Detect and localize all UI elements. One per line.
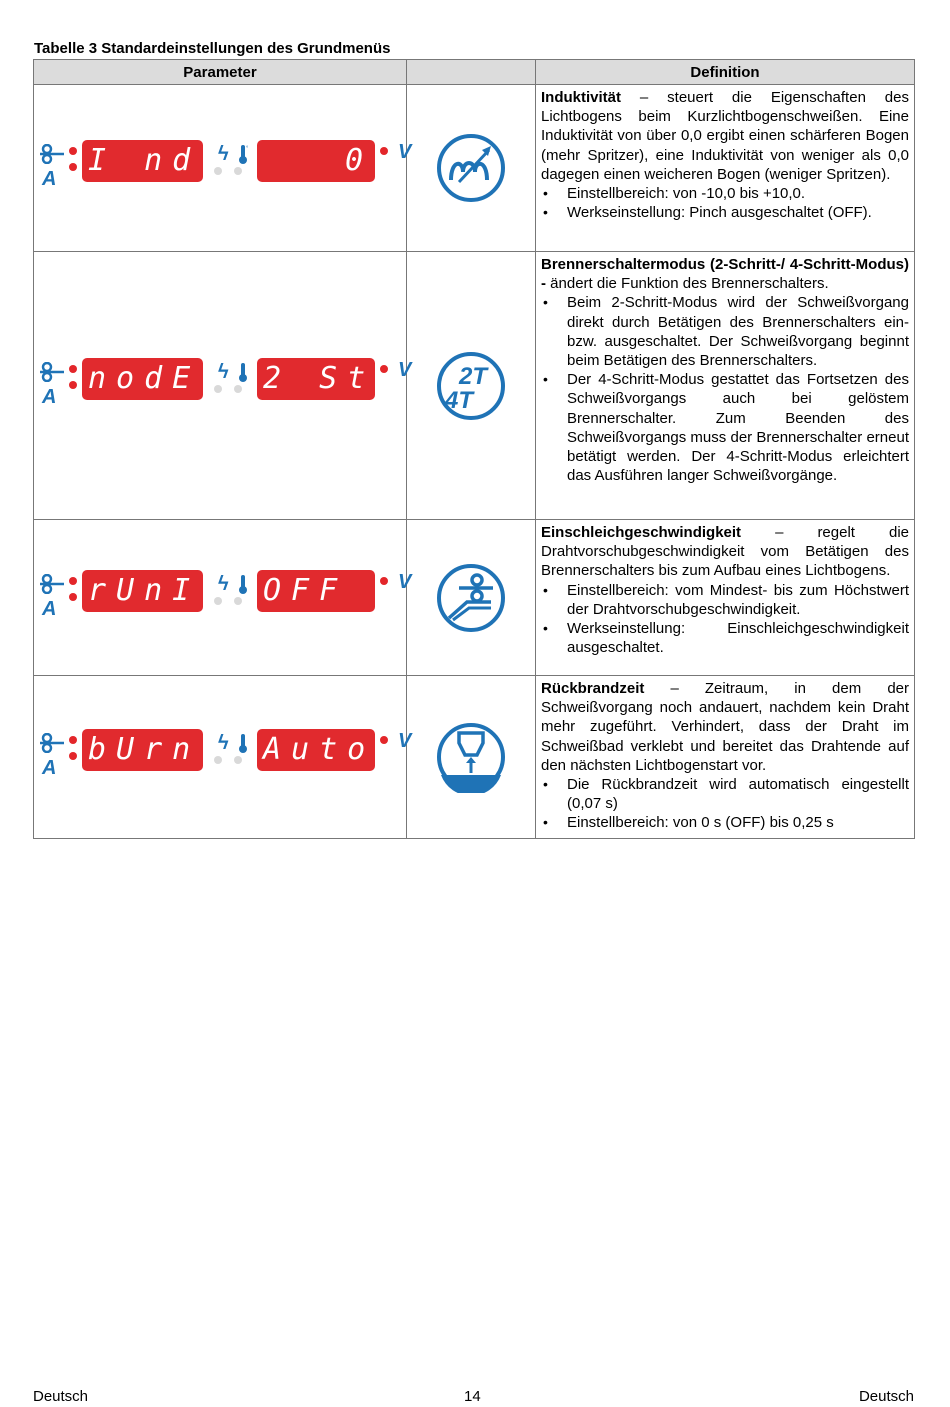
amp-label: A xyxy=(42,757,57,779)
run-in-speed-icon xyxy=(435,562,507,634)
display-panel xyxy=(38,727,412,787)
right-led-display: OFF xyxy=(257,570,375,612)
inductance-icon xyxy=(435,132,507,204)
right-led-display: 0 xyxy=(257,140,375,182)
parameter-icon-cell xyxy=(407,85,536,252)
indicator-dot xyxy=(69,593,77,601)
parameter-display-cell xyxy=(34,520,412,676)
arc-icon: ϟ xyxy=(218,572,229,595)
indicator-dot xyxy=(69,381,77,389)
wire-feed-icon xyxy=(40,362,64,382)
display-panel xyxy=(38,356,412,416)
header-definition: Definition xyxy=(536,60,915,85)
status-dot xyxy=(234,167,242,175)
bullet-item: • Der 4-Schritt-Modus gestattet das Fortsetzen des Schweißvorgangs auch bei gelöstem Brennerschalter. Zum Beenden des Schweißvorgangs muss der Brennerschalter erneut betätigt werden. Der 4-Schritt-Modus erleichtert das Ausführen langer Schweißvorgänge. xyxy=(567,370,909,485)
svg-text:2T: 2T xyxy=(459,362,488,390)
definition-bullets xyxy=(541,775,909,833)
parameter-icon-cell xyxy=(407,520,536,676)
status-dot xyxy=(234,756,242,764)
left-led-display: rUnI xyxy=(82,570,203,612)
parameter-icon-cell xyxy=(407,252,536,520)
indicator-dot xyxy=(69,147,77,155)
amp-label: A xyxy=(42,385,57,408)
thermometer-icon xyxy=(237,732,251,754)
bullet-item: • Werkseinstellung: Pinch ausgeschaltet (OFF). xyxy=(567,203,909,222)
wire-feed-icon xyxy=(40,144,64,164)
table-row xyxy=(34,252,915,520)
status-dot xyxy=(214,167,222,175)
wire-feed-icon xyxy=(40,574,64,594)
arc-icon: ϟ xyxy=(218,143,229,165)
table-header-row xyxy=(34,60,915,85)
volt-label: V xyxy=(398,730,412,752)
definition-title: Induktivität xyxy=(541,89,622,106)
definition-cell xyxy=(536,85,915,252)
left-led-display: bUrn xyxy=(82,729,203,771)
trigger-2t-4t-icon xyxy=(435,350,507,422)
table-title: Tabelle 3 Standardeinstellungen des Grundmenüs xyxy=(34,40,391,57)
amp-label: A xyxy=(42,597,57,620)
parameter-display-cell xyxy=(34,252,412,520)
left-led-display: nodE xyxy=(82,358,203,400)
footer-right: Deutsch xyxy=(858,1388,914,1405)
footer-left: Deutsch xyxy=(33,1388,89,1405)
table-row xyxy=(34,676,915,839)
header-icon xyxy=(407,60,536,85)
indicator-dot xyxy=(69,163,77,171)
status-dot xyxy=(214,756,222,764)
definition-text: ändert die Funktion des Brennerschalters. xyxy=(546,275,829,293)
page-number: 14 xyxy=(464,1388,481,1405)
bullet-item: • Beim 2-Schritt-Modus wird der Schweißvorgang direkt durch Betätigen des Brennerschalters ein- bzw. ausgeschaltet. Der Schweißvorgang beginnt beim Betätigen des Brennerschalters. xyxy=(567,293,909,370)
arc-icon: ϟ xyxy=(218,360,229,383)
volt-label: V xyxy=(398,141,412,163)
indicator-dot xyxy=(380,577,388,585)
thermometer-icon xyxy=(237,573,251,595)
definition-title: Einschleichgeschwindigkeit xyxy=(541,524,742,541)
bullet-item: • Die Rückbrandzeit wird automatisch eingestellt (0,07 s) xyxy=(567,775,909,813)
definition-title: Rückbrandzeit xyxy=(541,680,645,697)
bullet-item: • Einstellbereich: vom Mindest- bis zum Höchstwert der Drahtvorschubgeschwindigkeit. xyxy=(567,581,909,619)
table-row xyxy=(34,85,915,252)
indicator-dot xyxy=(380,147,388,155)
indicator-dot xyxy=(69,577,77,585)
definition-text: – Zeitraum, in dem der Schweißvorgang noch andauert, nachdem kein Draht mehr zugeführt. Verhindert, dass der Draht im Schweißbad verklebt und bereitet das Drahtende auf den nächsten Lichtbogenstart vor. xyxy=(541,680,909,774)
definition-title: Brennerschaltermodus (2-Schritt-/ 4-Schritt-Modus) - xyxy=(541,256,909,293)
parameter-display-cell xyxy=(34,676,412,839)
definition-bullets xyxy=(541,184,909,222)
definition-text: – regelt die Drahtvorschubgeschwindigkeit vom Betätigen des Brennerschalters bis zum Aufbau eines Lichtbogens. xyxy=(541,524,909,580)
status-dot xyxy=(214,385,222,393)
display-panel xyxy=(38,138,412,198)
svg-text:4T: 4T xyxy=(445,386,474,414)
left-led-display: I nd xyxy=(82,140,203,182)
bullet-item: • Einstellbereich: von -10,0 bis +10,0. xyxy=(567,184,909,203)
thermometer-icon xyxy=(237,143,251,165)
wire-feed-icon xyxy=(40,733,64,753)
status-dot xyxy=(234,385,242,393)
right-led-display: 2 St xyxy=(257,358,375,400)
status-dot xyxy=(234,597,242,605)
svg-text:°: ° xyxy=(246,146,249,152)
definition-cell xyxy=(536,520,915,676)
parameter-display-cell xyxy=(34,85,412,252)
parameter-icon-cell xyxy=(407,676,536,839)
volt-label: V xyxy=(398,570,412,593)
indicator-dot xyxy=(380,365,388,373)
indicator-dot xyxy=(69,736,77,744)
amp-label: A xyxy=(42,168,57,190)
definition-text: – steuert die Eigenschaften des Lichtbogens beim Kurzlichtbogenschweißen. Eine Induktivität von über 0,0 ergibt einen schärferen Bogen (mehr Spritzer), eine Induktivität von weniger als 0,0 dagegen einen weicheren Bogen (weniger Spritzen). xyxy=(541,89,909,183)
settings-table xyxy=(33,59,915,839)
definition-bullets xyxy=(541,293,909,485)
definition-cell xyxy=(536,676,915,839)
arc-icon: ϟ xyxy=(218,732,229,754)
definition-bullets xyxy=(541,581,909,658)
indicator-dot xyxy=(69,365,77,373)
indicator-dot xyxy=(380,736,388,744)
indicator-dot xyxy=(69,752,77,760)
bullet-item: • Werkseinstellung: Einschleichgeschwindigkeit ausgeschaltet. xyxy=(567,619,909,657)
definition-cell xyxy=(536,252,915,520)
right-led-display: Auto xyxy=(257,729,375,771)
header-parameter: Parameter xyxy=(34,60,407,85)
status-dot xyxy=(214,597,222,605)
burnback-icon xyxy=(435,721,507,793)
thermometer-icon xyxy=(237,361,251,383)
display-panel xyxy=(38,568,412,628)
bullet-item: • Einstellbereich: von 0 s (OFF) bis 0,25 s xyxy=(567,813,909,832)
volt-label: V xyxy=(398,358,412,381)
table-row xyxy=(34,520,915,676)
